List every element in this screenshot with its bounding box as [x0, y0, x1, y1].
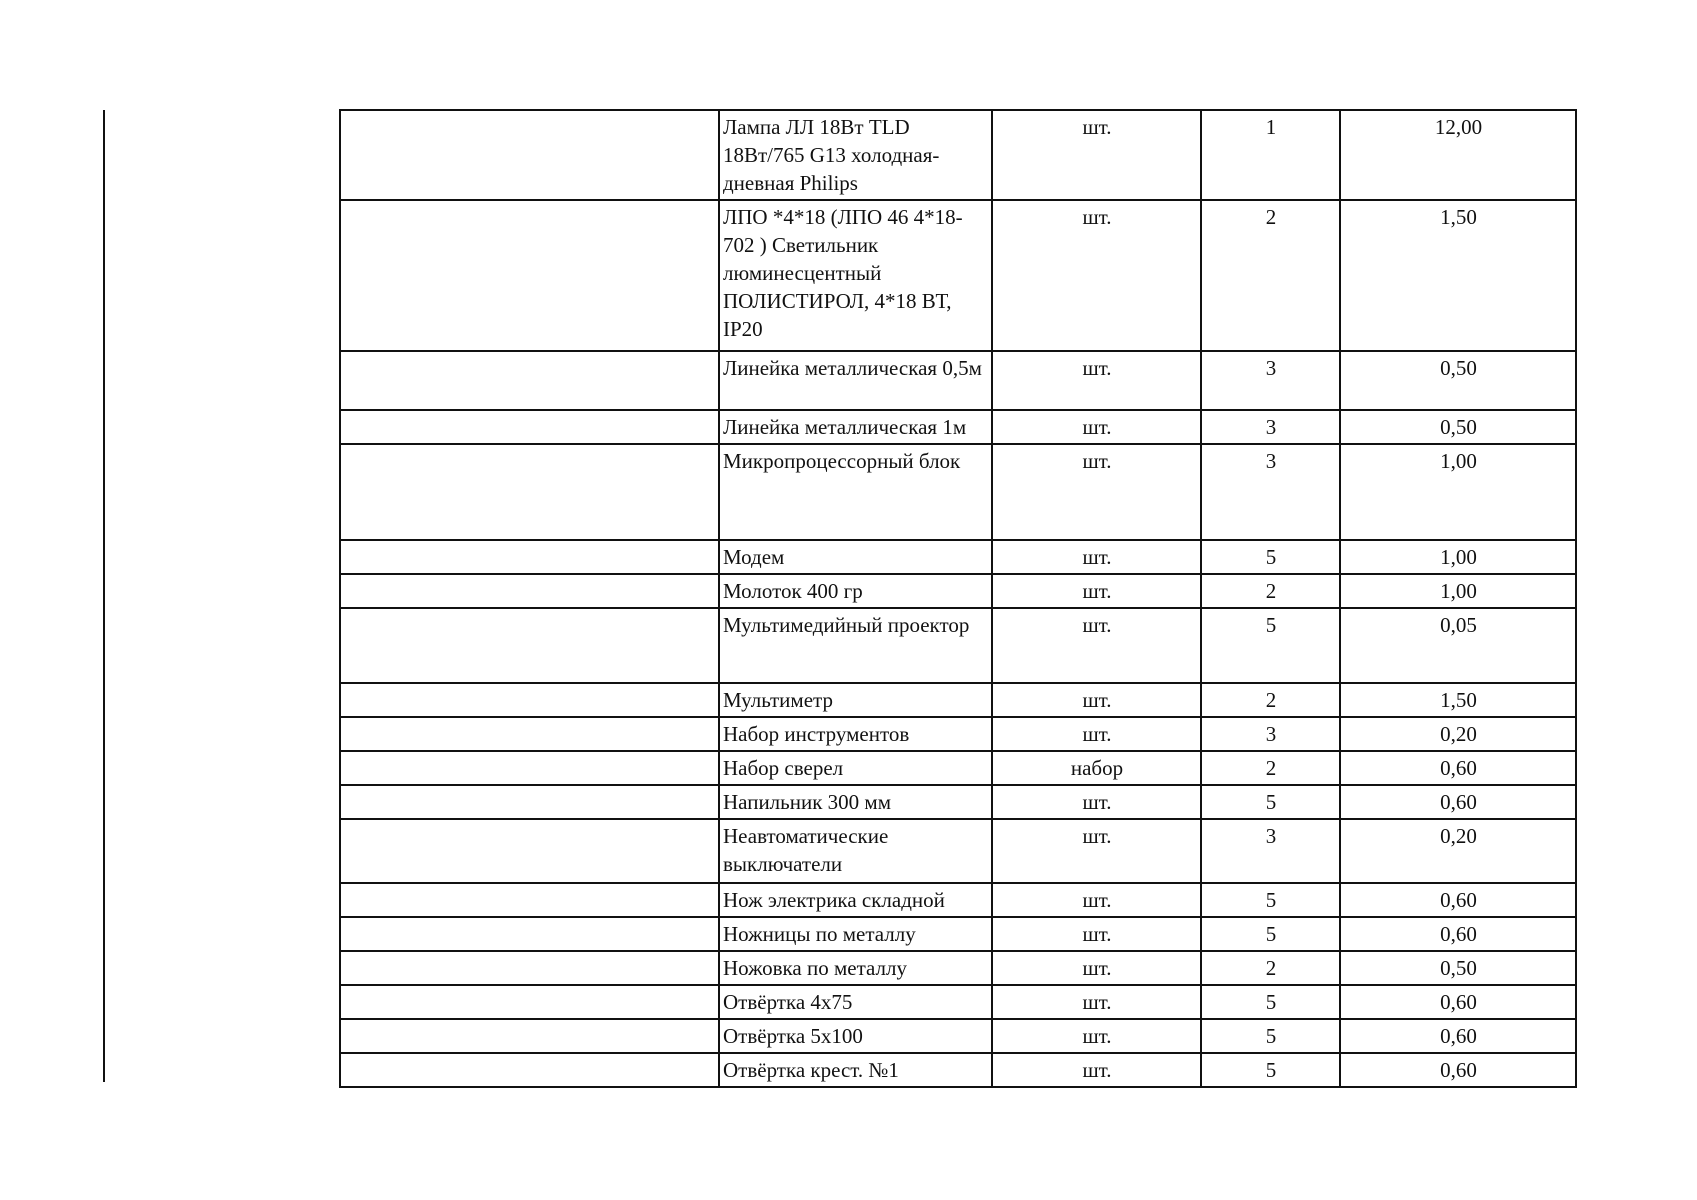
table-row	[340, 917, 1576, 951]
table-row	[340, 410, 1576, 444]
item-quantity: 2	[1201, 200, 1340, 351]
item-norm: 1,00	[1340, 574, 1576, 608]
item-norm: 0,60	[1340, 751, 1576, 785]
item-unit: шт.	[992, 608, 1201, 683]
item-norm: 0,60	[1340, 917, 1576, 951]
item-name: ЛПО *4*18 (ЛПО 46 4*18-702 ) Светильник люминесцентный ПОЛИСТИРОЛ, 4*18 ВТ, IP20	[719, 200, 992, 351]
item-unit: шт.	[992, 785, 1201, 819]
item-name: Микропроцессорный блок	[719, 444, 992, 540]
empty-cell	[340, 951, 719, 985]
table-row	[340, 985, 1576, 1019]
empty-cell	[340, 110, 719, 200]
item-norm: 1,50	[1340, 683, 1576, 717]
item-norm: 0,60	[1340, 785, 1576, 819]
item-unit: шт.	[992, 200, 1201, 351]
item-norm: 0,60	[1340, 1019, 1576, 1053]
table-row	[340, 200, 1576, 351]
item-quantity: 3	[1201, 410, 1340, 444]
empty-cell	[340, 574, 719, 608]
item-name: Набор инструментов	[719, 717, 992, 751]
item-unit: шт.	[992, 110, 1201, 200]
item-name: Мультиметр	[719, 683, 992, 717]
table-row	[340, 574, 1576, 608]
item-quantity: 5	[1201, 608, 1340, 683]
item-quantity: 3	[1201, 819, 1340, 883]
item-unit: шт.	[992, 683, 1201, 717]
item-name: Ножовка по металлу	[719, 951, 992, 985]
item-unit: шт.	[992, 883, 1201, 917]
item-name: Отвёртка крест. №1	[719, 1053, 992, 1087]
item-unit: шт.	[992, 917, 1201, 951]
item-quantity: 3	[1201, 444, 1340, 540]
empty-cell	[340, 200, 719, 351]
item-unit: шт.	[992, 819, 1201, 883]
item-name: Нож электрика складной	[719, 883, 992, 917]
item-norm: 0,50	[1340, 410, 1576, 444]
item-unit: шт.	[992, 951, 1201, 985]
table-row	[340, 717, 1576, 751]
item-name: Отвёртка 4x75	[719, 985, 992, 1019]
item-quantity: 5	[1201, 883, 1340, 917]
table-row	[340, 540, 1576, 574]
item-norm: 0,60	[1340, 1053, 1576, 1087]
item-quantity: 5	[1201, 540, 1340, 574]
inventory-table-body	[340, 110, 1576, 1087]
item-norm: 0,20	[1340, 717, 1576, 751]
item-quantity: 3	[1201, 717, 1340, 751]
empty-cell	[340, 917, 719, 951]
item-quantity: 2	[1201, 751, 1340, 785]
item-name: Лампа ЛЛ 18Вт TLD 18Вт/765 G13 холодная-дневная Philips	[719, 110, 992, 200]
empty-cell	[340, 410, 719, 444]
item-unit: шт.	[992, 1019, 1201, 1053]
item-quantity: 2	[1201, 574, 1340, 608]
table-row	[340, 883, 1576, 917]
table-row	[340, 351, 1576, 410]
item-name: Ножницы по металлу	[719, 917, 992, 951]
empty-cell	[340, 1053, 719, 1087]
item-unit: набор	[992, 751, 1201, 785]
item-quantity: 5	[1201, 1019, 1340, 1053]
item-norm: 12,00	[1340, 110, 1576, 200]
item-unit: шт.	[992, 410, 1201, 444]
item-norm: 0,20	[1340, 819, 1576, 883]
item-name: Напильник 300 мм	[719, 785, 992, 819]
empty-cell	[340, 785, 719, 819]
empty-cell	[340, 540, 719, 574]
empty-cell	[340, 819, 719, 883]
empty-cell	[340, 608, 719, 683]
table-row	[340, 1053, 1576, 1087]
empty-cell	[340, 883, 719, 917]
table-row	[340, 751, 1576, 785]
item-unit: шт.	[992, 444, 1201, 540]
item-quantity: 2	[1201, 683, 1340, 717]
item-name: Неавтоматические выключатели	[719, 819, 992, 883]
table-row	[340, 819, 1576, 883]
item-name: Набор сверел	[719, 751, 992, 785]
empty-cell	[340, 444, 719, 540]
item-name: Модем	[719, 540, 992, 574]
table-row	[340, 608, 1576, 683]
empty-cell	[340, 985, 719, 1019]
item-quantity: 5	[1201, 985, 1340, 1019]
empty-cell	[340, 351, 719, 410]
item-quantity: 3	[1201, 351, 1340, 410]
table-row	[340, 951, 1576, 985]
empty-cell	[340, 717, 719, 751]
empty-cell	[340, 1019, 719, 1053]
table-row	[340, 110, 1576, 200]
item-name: Отвёртка 5x100	[719, 1019, 992, 1053]
item-quantity: 2	[1201, 951, 1340, 985]
item-quantity: 1	[1201, 110, 1340, 200]
item-name: Линейка металлическая 1м	[719, 410, 992, 444]
item-unit: шт.	[992, 985, 1201, 1019]
item-unit: шт.	[992, 1053, 1201, 1087]
item-name: Молоток 400 гр	[719, 574, 992, 608]
inventory-table	[339, 109, 1577, 1088]
item-unit: шт.	[992, 351, 1201, 410]
item-name: Линейка металлическая 0,5м	[719, 351, 992, 410]
item-quantity: 5	[1201, 785, 1340, 819]
table-row	[340, 785, 1576, 819]
item-norm: 0,60	[1340, 985, 1576, 1019]
item-norm: 0,50	[1340, 351, 1576, 410]
item-unit: шт.	[992, 540, 1201, 574]
item-norm: 1,00	[1340, 540, 1576, 574]
item-norm: 1,50	[1340, 200, 1576, 351]
item-unit: шт.	[992, 574, 1201, 608]
empty-cell	[340, 751, 719, 785]
item-norm: 0,05	[1340, 608, 1576, 683]
item-name: Мультимедийный проектор	[719, 608, 992, 683]
item-quantity: 5	[1201, 1053, 1340, 1087]
item-norm: 1,00	[1340, 444, 1576, 540]
item-norm: 0,50	[1340, 951, 1576, 985]
item-norm: 0,60	[1340, 883, 1576, 917]
table-row	[340, 1019, 1576, 1053]
table-row	[340, 683, 1576, 717]
item-unit: шт.	[992, 717, 1201, 751]
left-margin-rule	[103, 110, 105, 1082]
empty-cell	[340, 683, 719, 717]
item-quantity: 5	[1201, 917, 1340, 951]
table-row	[340, 444, 1576, 540]
